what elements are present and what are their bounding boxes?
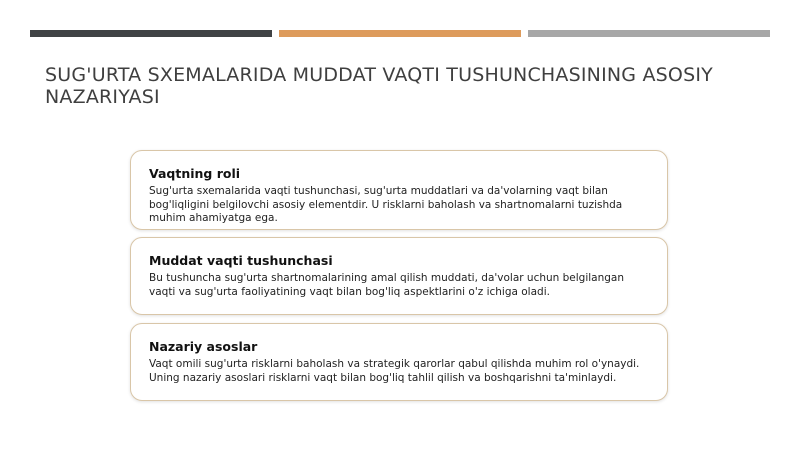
accent-bar-orange: [279, 30, 521, 37]
accent-bar-dark: [30, 30, 272, 37]
card-nazariy-asoslar: [130, 323, 668, 401]
card-muddat-vaqti: [130, 237, 668, 315]
card-vaqtning-roli: [130, 150, 668, 230]
card-body: Sug'urta sxemalarida vaqti tushunchasi, sug'urta muddatlari va da'volarning vaqt bilan bog'liqligini belgilovchi asosiy elementdir. U risklarni baholash va shartnomalarni tuzishda muhim ahamiyatga ega.: [149, 185, 623, 224]
card-title: Vaqtning roli: [149, 166, 241, 181]
slide-title: SUG'URTA SXEMALARIDA MUDDAT VAQTI TUSHUNCHASINING ASOSIY NAZARIYASI: [45, 64, 713, 108]
card-body: Bu tushuncha sug'urta shartnomalarining amal qilish muddati, da'volar uchun belgilangan vaqti va sug'urta faoliyatining vaqt bilan bog'liq aspektlarini o'z ichiga oladi.: [149, 272, 625, 298]
accent-bar-gray: [528, 30, 770, 37]
card-title: Muddat vaqti tushunchasi: [149, 253, 333, 268]
card-title: Nazariy asoslar: [149, 339, 258, 354]
card-body: Vaqt omili sug'urta risklarni baholash va strategik qarorlar qabul qilishda muhim rol o'ynaydi. Uning nazariy asoslari risklarni vaqt bilan bog'liq tahlil qilish va boshqarishni ta'minlaydi.: [149, 358, 640, 384]
